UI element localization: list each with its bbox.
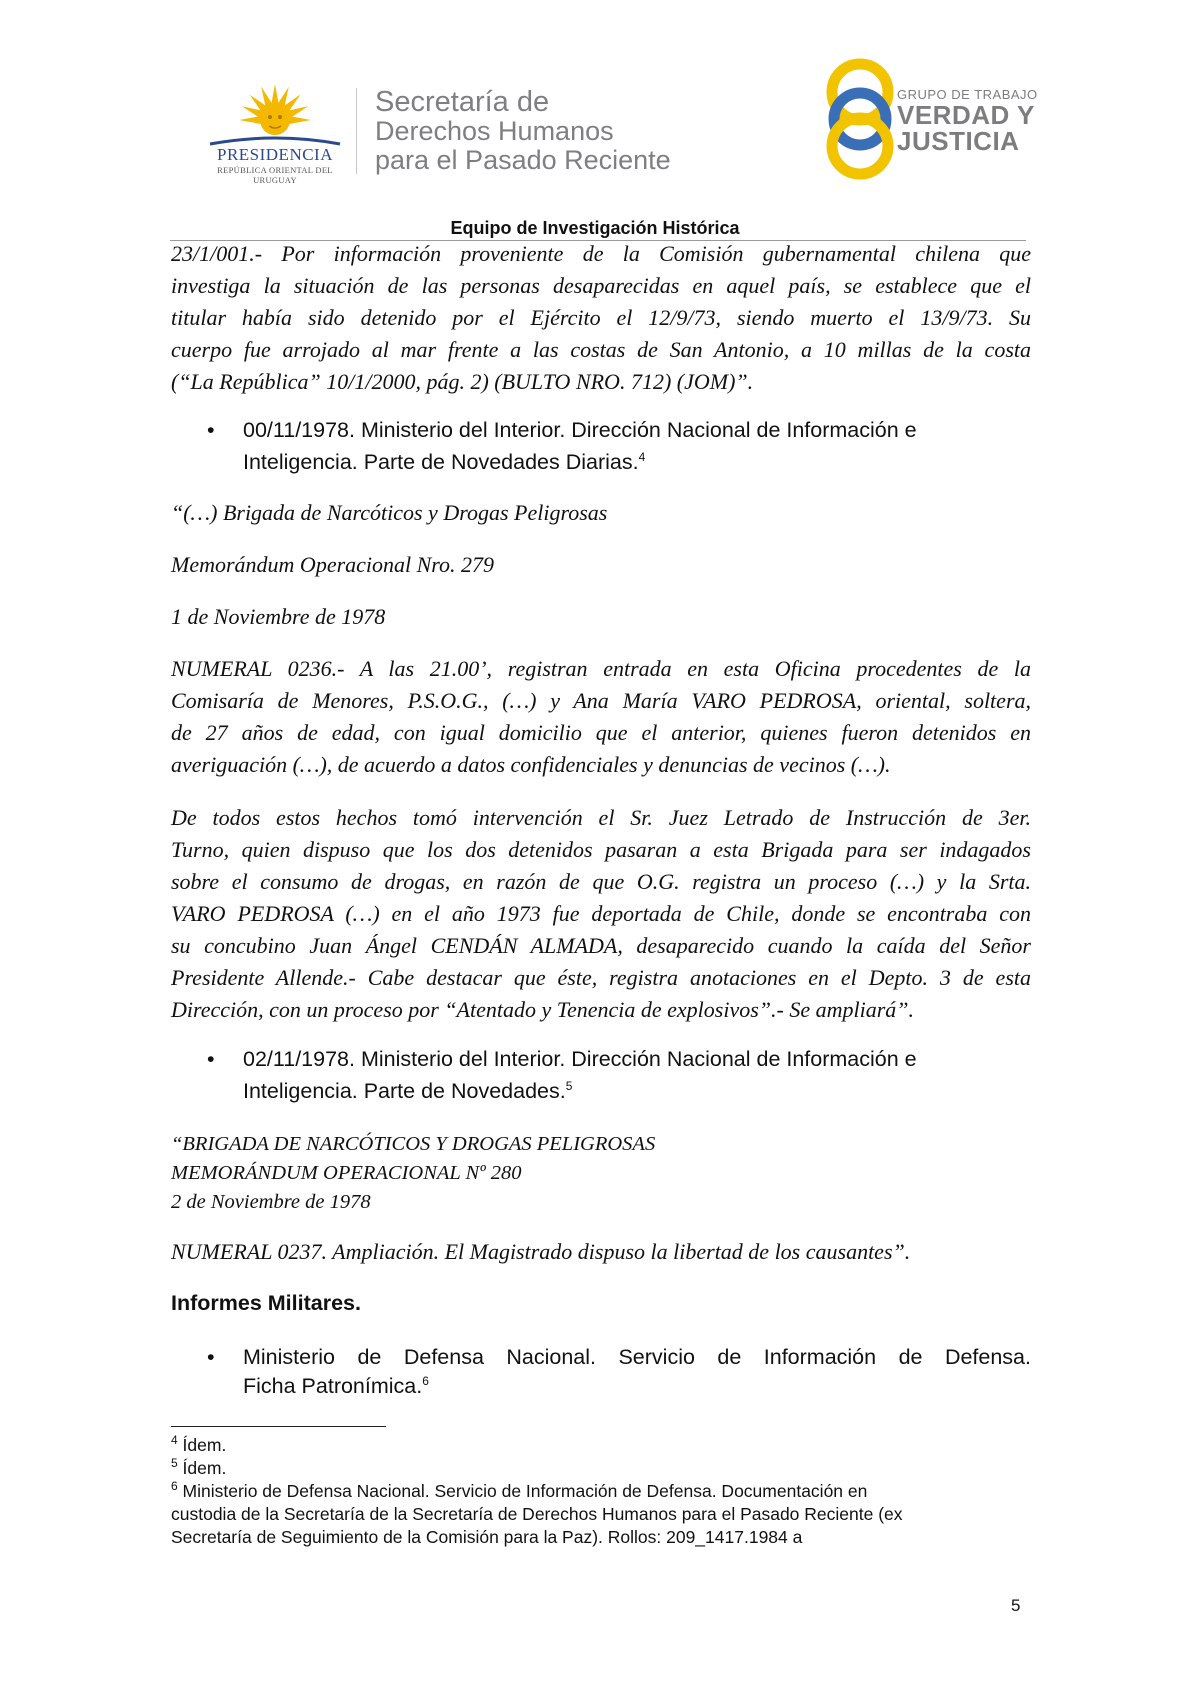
bullet-1-line-2: Inteligencia. Parte de Novedades Diarias. [243, 450, 639, 474]
p5-line: averiguación (…), de acuerdo a datos confidenciales y denuncias de vecinos (…). [171, 752, 891, 777]
p6-line: sobre el consumo de drogas, en razón de que O.G. registra un proceso (…) y la Srta. [171, 869, 1031, 894]
secretaria-line-2: Derechos Humanos [375, 116, 614, 146]
footnote-text: Ídem. [177, 1435, 227, 1455]
p1-line: investiga la situación de las personas desaparecidas en aquel país, se establece que el [171, 273, 1031, 298]
p1-line: 23/1/001.- Por información proveniente de la Comisión gubernamental chilena que [171, 241, 1031, 266]
vj-line-1: VERDAD Y [897, 100, 1035, 130]
bullet-3-line-1: Ministerio de Defensa Nacional. Servicio de Información de Defensa. [243, 1345, 1031, 1369]
bullet-item-2 [171, 1043, 1031, 1107]
footnote-ref-6[interactable]: 6 [422, 1373, 429, 1388]
section-title: Equipo de Investigación Histórica [450, 218, 740, 238]
verdad-justicia-rings-logo-icon [822, 58, 898, 180]
footnote-text: Ídem. [177, 1458, 227, 1478]
secretaria-line-1: Secretaría de [375, 86, 550, 118]
vj-small-label: GRUPO DE TRABAJO [897, 87, 1038, 102]
p1-line: titular había sido detenido por el Ejército el 12/9/73, siendo muerto el 13/9/73. Su [171, 305, 1031, 330]
bullet-item-1 [171, 414, 1031, 478]
paragraph-7 [171, 1130, 1031, 1217]
paragraph-8: NUMERAL 0237. Ampliación. El Magistrado dispuso la libertad de los causantes”. [171, 1239, 911, 1264]
footnote-text: Ministerio de Defensa Nacional. Servicio de Información de Defensa. Documentación en [177, 1481, 868, 1501]
page-number: 5 [1011, 1596, 1021, 1615]
p6-line: VARO PEDROSA (…) en el año 1973 fue deportada de Chile, donde se encontraba con [171, 901, 1031, 926]
bullet-3-line-2: Ficha Patronímica. [243, 1374, 423, 1398]
bullet-marker: • [207, 1345, 215, 1369]
footnote-ref-4[interactable]: 4 [638, 449, 646, 464]
paragraph-6 [171, 802, 1031, 1026]
paragraph-3: Memorándum Operacional Nro. 279 [171, 552, 495, 577]
presidencia-name: PRESIDENCIA [216, 145, 333, 164]
footnote-text: Secretaría de Seguimiento de la Comisión para la Paz). Rollos: 209_1417.1984 a [171, 1527, 803, 1547]
paragraph-4: 1 de Noviembre de 1978 [171, 604, 386, 629]
footnote-number: 5 [171, 1456, 178, 1471]
footnote-number: 4 [171, 1433, 178, 1448]
p7-line: “BRIGADA DE NARCÓTICOS Y DROGAS PELIGROSAS [171, 1133, 656, 1155]
footnote-5 [171, 1457, 1031, 1480]
p1-line: (“La República” 10/1/2000, pág. 2) (BULTO NRO. 712) (JOM)”. [171, 369, 754, 394]
p1-line: cuerpo fue arrojado al mar frente a las costas de San Antonio, a 10 millas de la costa [171, 337, 1031, 362]
paragraph-2: “(…) Brigada de Narcóticos y Drogas Peligrosas [171, 500, 608, 525]
p6-line: Dirección, con un proceso por “Atentado y Tenencia de explosivos”.- Se ampliará”. [171, 997, 915, 1022]
section-heading: Informes Militares. [171, 1291, 361, 1315]
footnote-number: 6 [171, 1479, 178, 1494]
p6-line: De todos estos hechos tomó intervención el Sr. Juez Letrado de Instrucción de 3er. [171, 805, 1031, 830]
p5-line: NUMERAL 0236.- A las 21.00’, registran entrada en esta Oficina procedentes de la [171, 656, 1031, 681]
p6-line: Turno, quien dispuso que los dos detenidos pasaran a esta Brigada para ser indagados [171, 837, 1031, 862]
footnote-ref-5[interactable]: 5 [565, 1078, 573, 1093]
presidencia-subtitle: REPÚBLICA ORIENTAL DEL URUGUAY [217, 165, 333, 185]
secretaria-title [375, 88, 671, 175]
footnote-6 [171, 1480, 1031, 1549]
bullet-marker: • [207, 1047, 215, 1071]
vj-line-2: JUSTICIA [897, 126, 1020, 156]
p7-line: 2 de Noviembre de 1978 [171, 1191, 371, 1213]
secretaria-line-3: para el Pasado Reciente [375, 145, 671, 175]
p5-line: Comisaría de Menores, P.S.O.G., (…) y Ana María VARO PEDROSA, oriental, soltera, [171, 688, 1031, 713]
bullet-item-3 [171, 1343, 1031, 1407]
footnote-text: custodia de la Secretaría de la Secretaría de Derechos Humanos para el Pasado Reciente (ex [171, 1504, 903, 1524]
paragraph-5 [171, 653, 1031, 781]
p5-line: de 27 años de edad, con igual domicilio que el anterior, quienes fueron detenidos en [171, 720, 1031, 745]
bullet-1-line-1: 00/11/1978. Ministerio del Interior. Dirección Nacional de Información e [243, 418, 917, 442]
p6-line: Presidente Allende.- Cabe destacar que éste, registra anotaciones en el Depto. 3 de esta [171, 965, 1031, 990]
bullet-2-line-1: 02/11/1978. Ministerio del Interior. Dirección Nacional de Información e [243, 1047, 917, 1071]
bullet-2-line-2: Inteligencia. Parte de Novedades. [243, 1079, 566, 1103]
footnote-separator [171, 1426, 386, 1427]
p7-line: MEMORÁNDUM OPERACIONAL Nº 280 [171, 1162, 522, 1184]
footnote-4 [171, 1434, 1031, 1457]
verdad-justicia-title [897, 87, 1038, 154]
header-divider [356, 88, 357, 174]
bullet-marker: • [207, 418, 215, 442]
paragraph-1 [171, 238, 1031, 398]
p6-line: su concubino Juan Ángel CENDÁN ALMADA, desaparecido cuando la caída del Señor [171, 933, 1031, 958]
